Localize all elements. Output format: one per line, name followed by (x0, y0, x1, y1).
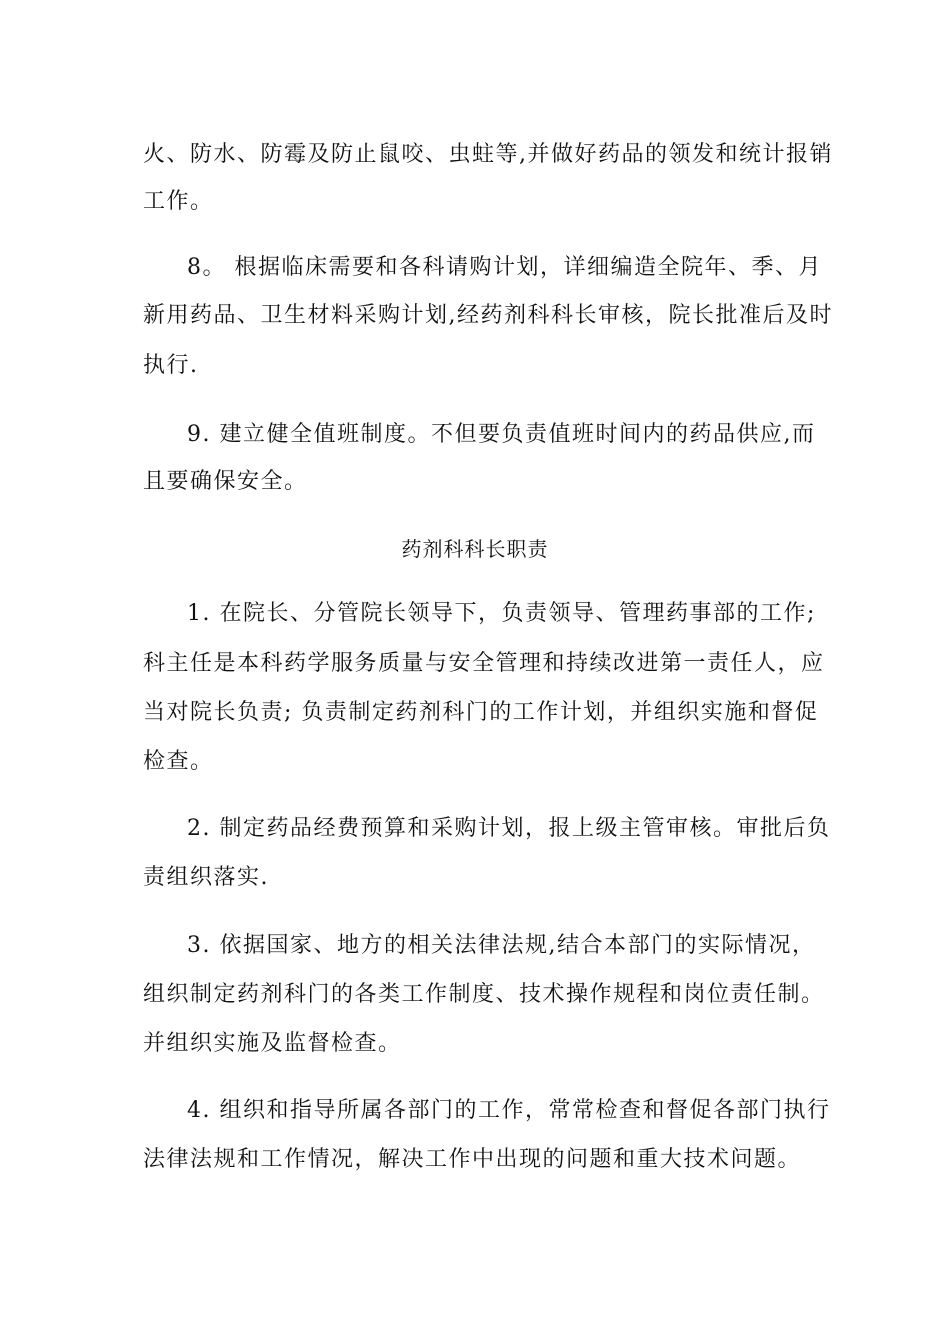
text-line: 火、防水、防霉及防止鼠咬、虫蛀等,并做好药品的领发和统计报销 (143, 142, 833, 167)
text-line: 组织制定药剂科门的各类工作制度、技术操作规程和岗位责任制。 (143, 982, 825, 1007)
text-line: 9. 建立健全值班制度。不但要负责值班时间内的药品供应,而 (187, 422, 816, 447)
text-line: 当对院长负责; 负责制定药剂科门的工作计划，并组织实施和督促 (143, 700, 819, 725)
text-line: 检查。 (143, 749, 214, 774)
text-line: 4. 组织和指导所属各部门的工作，常常检查和督促各部门执行 (187, 1098, 831, 1123)
text-line: 3. 依据国家、地方的相关法律法规,结合本部门的实际情况， (187, 933, 816, 958)
text-line: 2. 制定药品经费预算和采购计划，报上级主管审核。审批后负 (187, 816, 831, 841)
text-line: 法律法规和工作情况，解决工作中出现的问题和重大技术问题。 (143, 1147, 802, 1172)
text-line: 责组织落实. (143, 865, 269, 890)
text-line: 且要确保安全。 (143, 469, 308, 494)
text-line: 并组织实施及监督检查。 (143, 1031, 402, 1056)
text-line: 1. 在院长、分管院长领导下，负责领导、管理药事部的工作; (187, 601, 816, 626)
text-line: 工作。 (143, 189, 214, 214)
text-line: 科主任是本科药学服务质量与安全管理和持续改进第一责任人，应 (143, 651, 825, 676)
text-line: 新用药品、卫生材料采购计划,经药剂科科长审核，院长批准后及时 (143, 303, 833, 328)
section-heading: 药剂科科长职责 (401, 537, 549, 561)
text-line: 执行. (143, 353, 199, 378)
text-line: 8。 根据临床需要和各科请购计划，详细编造全院年、季、月 (187, 255, 822, 280)
